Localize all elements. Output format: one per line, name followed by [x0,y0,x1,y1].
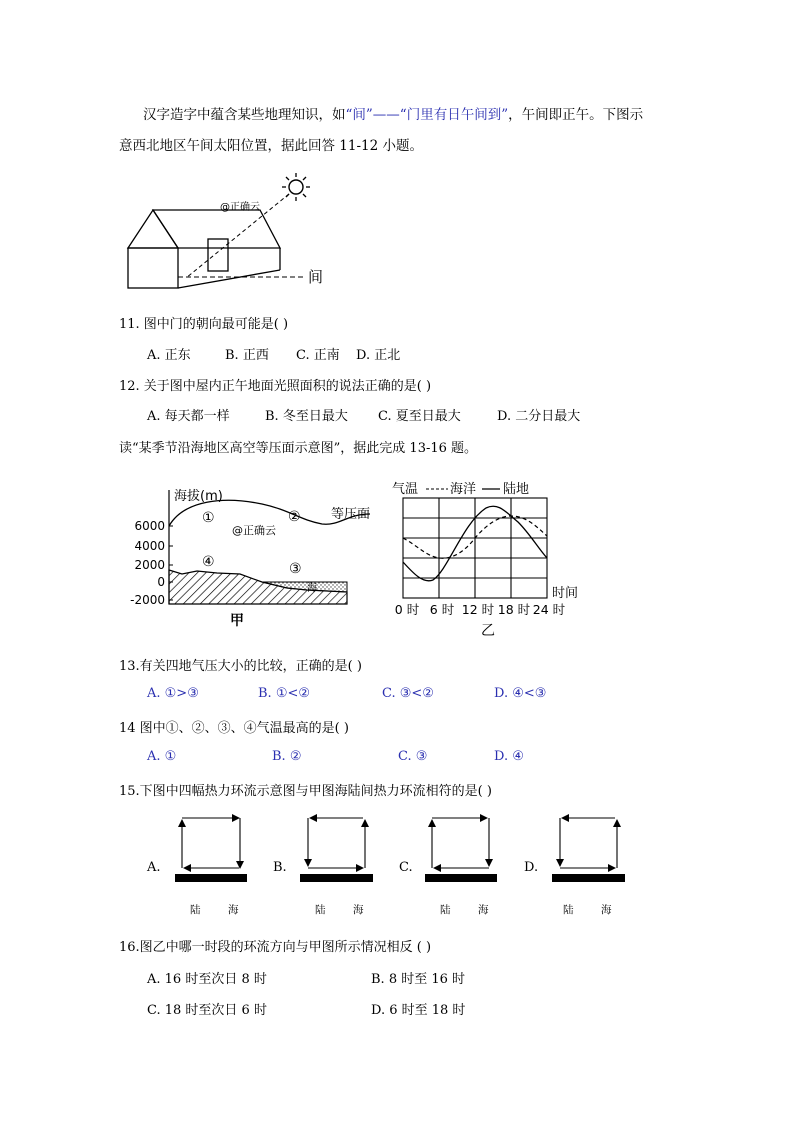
point-3: ③ [289,561,302,577]
circulation-b[interactable] [300,818,373,882]
q11-option-a[interactable]: A. 正东 [147,348,191,363]
question-13: 13.有关四地气压大小的比较，正确的是( ) [119,659,362,674]
yi-xtick-6: 6 时 [429,602,455,617]
q11-option-d[interactable]: D. 正北 [356,348,401,363]
intro-text-b: ，午间即正午。下图示 [508,107,644,123]
q16-option-b[interactable]: B. 8 时至 16 时 [371,972,466,987]
c-sea-label: 海 [478,904,489,916]
q13-option-b[interactable]: B. ①<② [258,686,311,701]
jian-char: 间 [308,268,324,286]
q15-option-b[interactable]: B. [273,860,287,875]
yi-xtick-18: 18 时 [497,602,531,617]
q13-option-d[interactable]: D. ④<③ [494,686,547,701]
jia-ytick-neg2000: -2000 [130,593,165,607]
q12-option-c[interactable]: C. 夏至日最大 [378,409,461,424]
jia-ytick-2000: 2000 [134,558,165,572]
jia-ytick-0: 0 [157,575,165,589]
door [208,239,228,271]
d-land-label: 陆 [563,904,574,916]
q13-option-a[interactable]: A. ①>③ [147,686,199,701]
b-land-label: 陆 [315,904,326,916]
intro-line-2: 意西北地区午间太阳位置，据此回答 11-12 小题。 [119,138,423,154]
intro-text-a: 汉字造字中蕴含某些地理知识，如 [143,107,346,123]
watermark: @正确云 [220,202,260,213]
legend-sea-label: 海洋 [450,482,477,497]
point-1: ① [202,510,215,526]
yi-caption: 乙 [481,623,495,638]
yi-xtick-12: 12 时 [461,602,495,617]
circulation-d[interactable] [552,818,625,882]
question-15: 15.下图中四幅热力环流示意图与甲图海陆间热力环流相符的是( ) [119,784,492,799]
a-land-label: 陆 [190,904,201,916]
circulation-diagrams [160,808,640,920]
q15-option-d[interactable]: D. [524,860,539,875]
question-12: 12. 关于图中屋内正午地面光照面积的说法正确的是( ) [119,379,432,394]
jia-watermark: @正确云 [232,524,276,537]
yi-xlabel: 时间 [552,586,579,601]
q13-option-c[interactable]: C. ③<② [382,686,434,701]
q15-option-a[interactable]: A. [147,860,161,875]
jia-ytick-4000: 4000 [134,539,165,553]
yi-grid [403,498,547,598]
q14-option-a[interactable]: A. ① [147,749,177,764]
q11-option-c[interactable]: C. 正南 [296,348,340,363]
q16-option-a[interactable]: A. 16 时至次日 8 时 [147,972,267,987]
point-4: ④ [202,554,215,570]
q11-option-b[interactable]: B. 正西 [225,348,269,363]
a-sea-label: 海 [228,904,239,916]
read-instruction: 读“某季节沿海地区高空等压面示意图”，据此完成 13-16 题。 [119,441,478,456]
circulation-a[interactable] [175,818,247,882]
jia-ytick-6000: 6000 [134,519,165,533]
question-14: 14 图中①、②、③、④气温最高的是( ) [119,721,349,736]
house-figure [120,170,340,295]
q14-option-d[interactable]: D. ④ [494,749,524,764]
isobaric-label: 等压面 [331,507,371,522]
c-land-label: 陆 [440,904,451,916]
b-sea-label: 海 [353,904,364,916]
legend-land-label: 陆地 [503,482,530,497]
jia-ylabel: 海拔(m) [174,489,223,504]
q12-option-a[interactable]: A. 每天都一样 [147,409,230,424]
jia-caption: 甲 [230,613,244,629]
q14-option-c[interactable]: C. ③ [398,749,428,764]
circulation-c[interactable] [425,818,497,882]
sea-label: 海 [307,583,317,594]
d-sea-label: 海 [601,904,612,916]
figure-jia [122,478,382,638]
intro-line-1 [143,103,643,123]
intro-quote: “间”——“门里有日午间到” [345,107,509,123]
q16-option-d[interactable]: D. 6 时至 18 时 [371,1003,466,1018]
q16-option-c[interactable]: C. 18 时至次日 6 时 [147,1003,267,1018]
question-11: 11. 图中门的朝向最可能是( ) [119,317,289,332]
yi-xtick-24: 24 时 [532,602,566,617]
figure-yi [388,478,598,638]
q12-option-d[interactable]: D. 二分日最大 [497,409,581,424]
yi-xtick-0: 0 时 [394,602,420,617]
q15-option-c[interactable]: C. [399,860,413,875]
question-16: 16.图乙中哪一时段的环流方向与甲图所示情况相反 ( ) [119,940,432,955]
yi-ylabel: 气温 [392,482,419,497]
q12-option-b[interactable]: B. 冬至日最大 [265,409,348,424]
point-2: ② [288,509,301,525]
q14-option-b[interactable]: B. ② [272,749,302,764]
